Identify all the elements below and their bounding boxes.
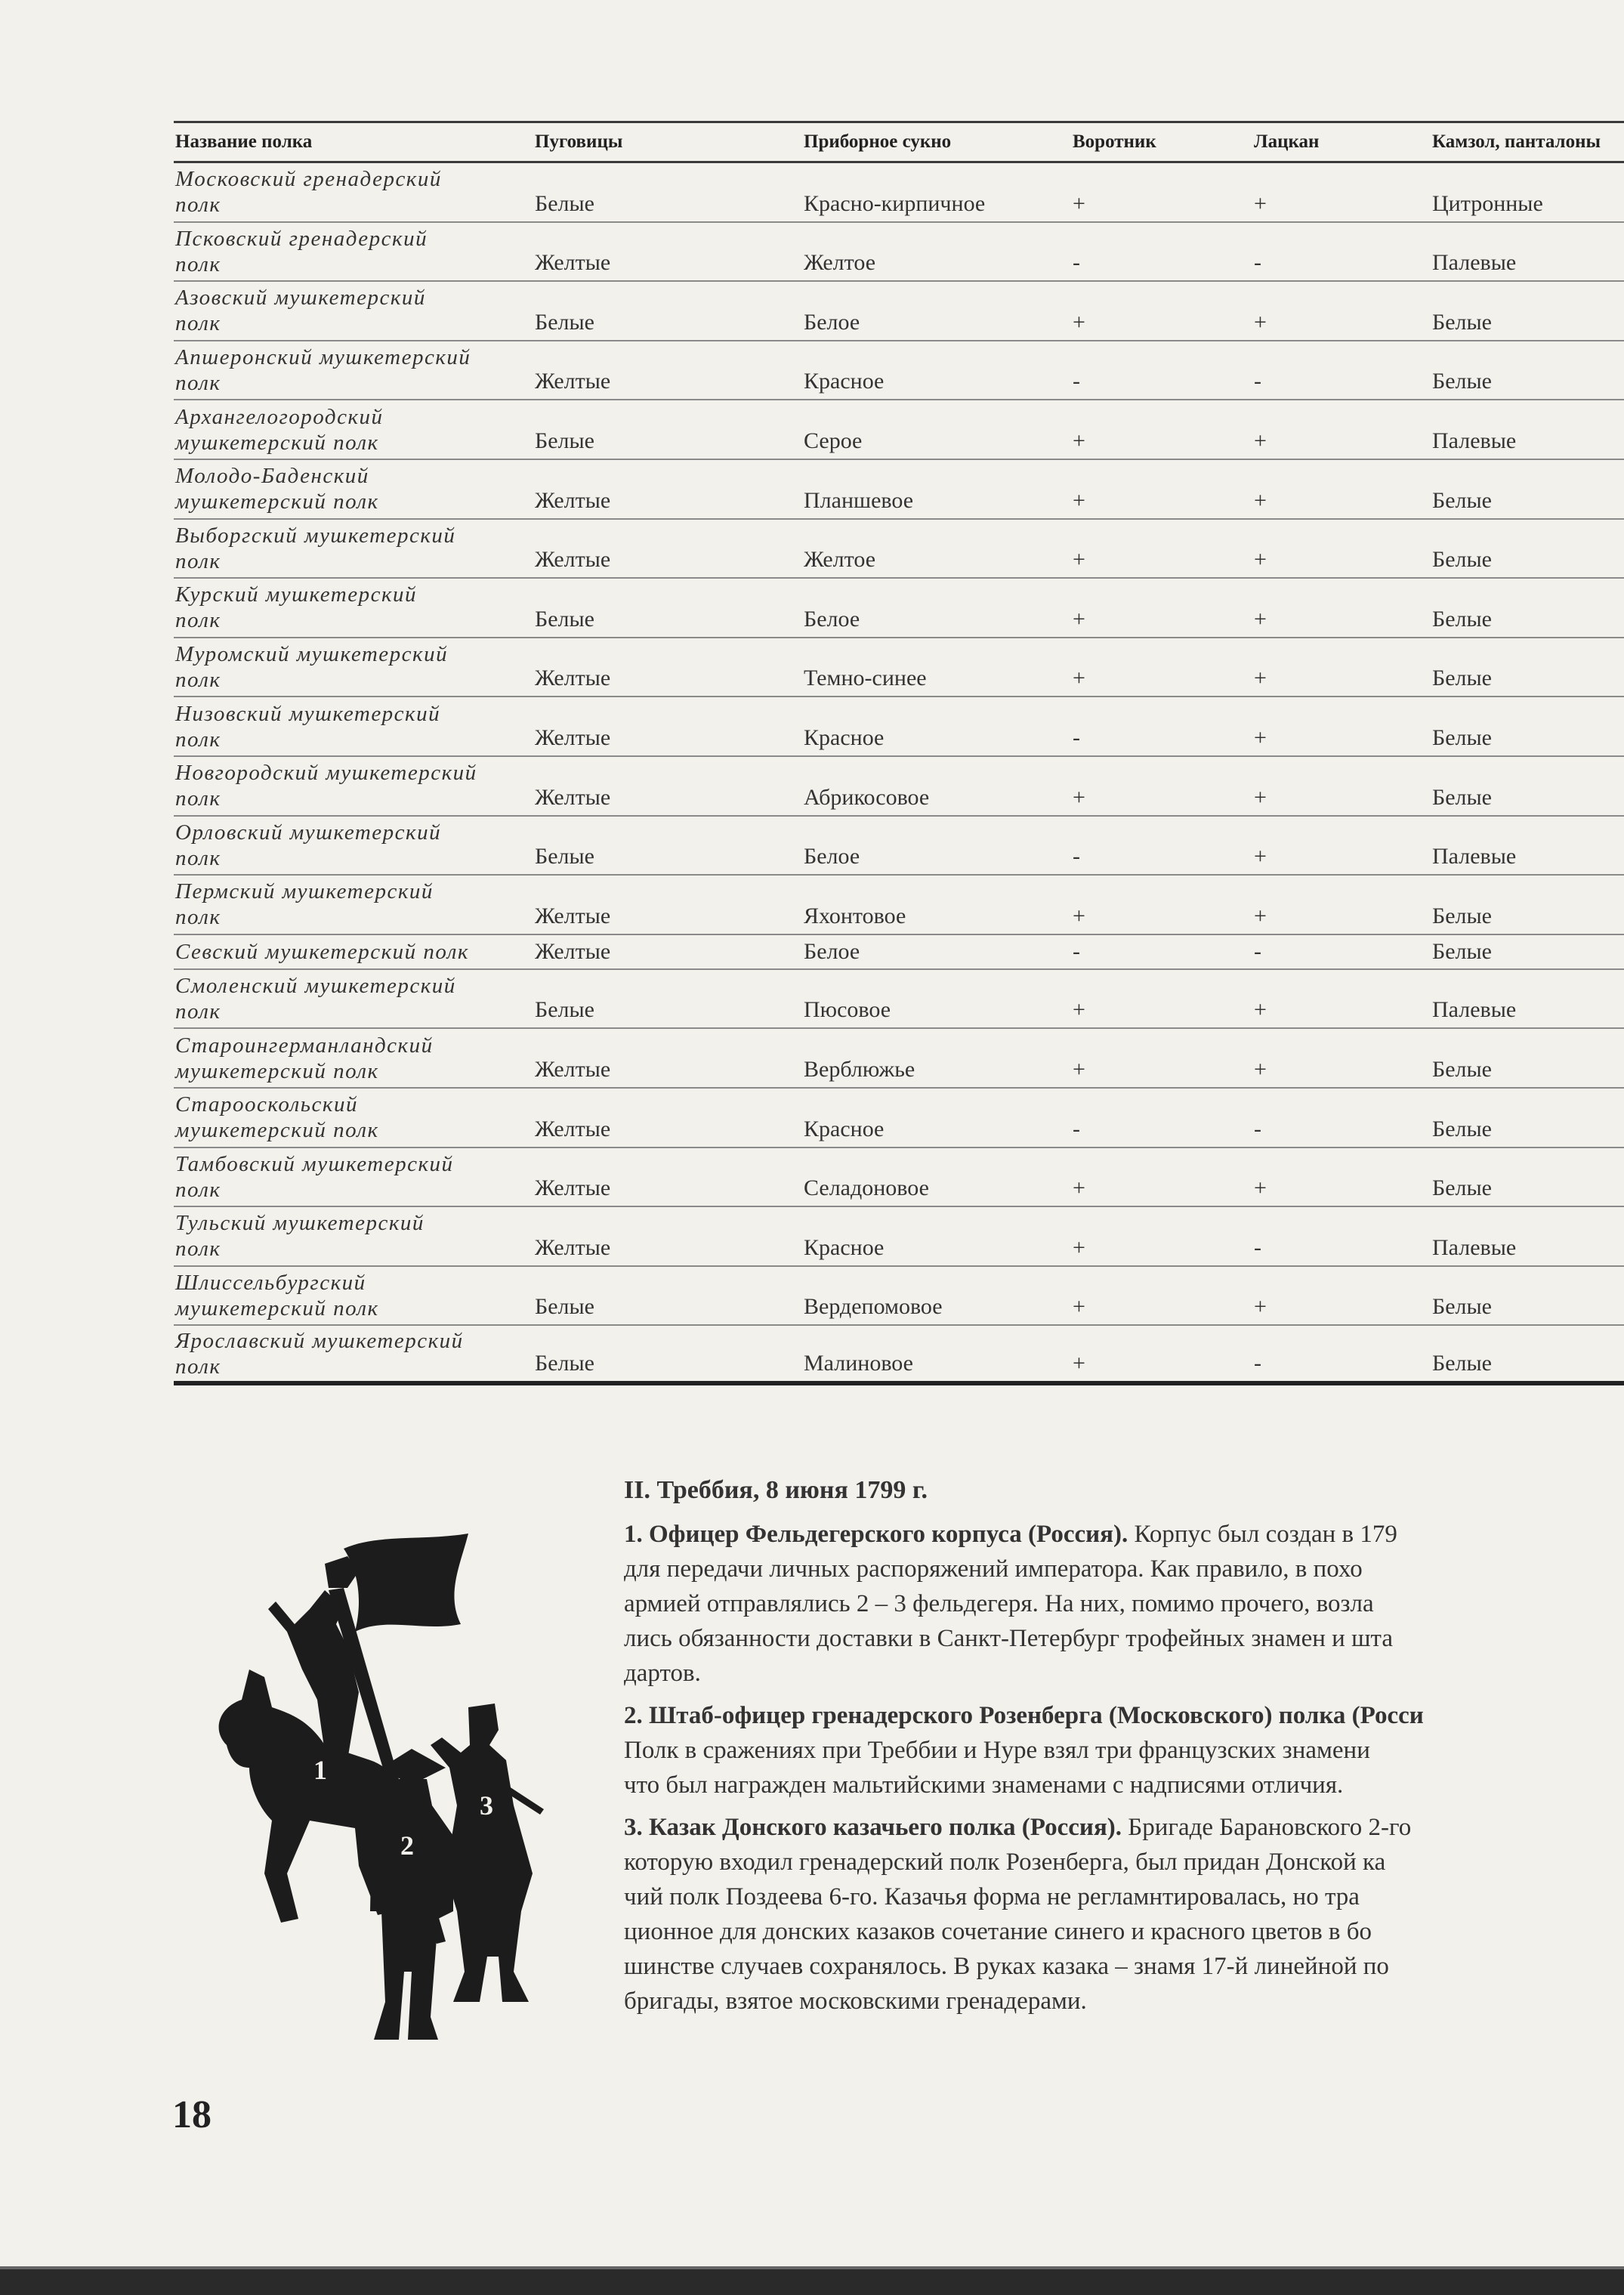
table-row (174, 460, 1624, 520)
regiment-name-line: полк (175, 845, 221, 870)
vest-cell: Белые (1432, 1116, 1492, 1141)
regiment-name-line: мушкетерский полк (175, 430, 379, 455)
paragraph-line: чий полк Поздеева 6-го. Казачья форма не регламнтировалась, но тра (624, 1883, 1360, 1910)
regiment-name-line: Новгородский мушкетерский (175, 761, 477, 786)
cloth-cell: Красно-кирпичное (804, 190, 986, 216)
regiment-name-cell (174, 285, 535, 336)
vest-cell: Белые (1432, 1350, 1492, 1376)
paragraph-lead: 1. Офицер Фельдегерского корпуса (Россия). (624, 1521, 1128, 1548)
regiment-name-line: Старооскольский (175, 1092, 358, 1117)
lapel-cell: + (1254, 1294, 1267, 1320)
paragraph-lead: 3. Казак Донского казачьего полка (Россия). (624, 1814, 1122, 1841)
cloth-cell: Пюсовое (804, 997, 891, 1023)
paragraph-text: Бригаде Барановского 2-го (1122, 1814, 1412, 1841)
regiment-name-cell (174, 760, 535, 811)
table-row (174, 282, 1624, 341)
buttons-cell: Желтые (535, 784, 611, 810)
regiments-table (174, 121, 1624, 1385)
lapel-cell: + (1254, 997, 1267, 1023)
regiment-name-line: мушкетерский полк (175, 1296, 379, 1320)
paragraph-1 (624, 1517, 1624, 1691)
cloth-cell: Красное (804, 1116, 885, 1141)
lapel-cell: + (1254, 190, 1267, 216)
lapel-cell: + (1254, 309, 1267, 335)
paragraph-line: армией отправлялись 2 – 3 фельдегеря. На них, помимо прочего, возла (624, 1590, 1374, 1617)
cloth-cell: Планшевое (804, 487, 914, 513)
regiment-name-line: Тульский мушкетерский (175, 1211, 425, 1236)
buttons-cell: Белые (535, 190, 594, 216)
paragraph-3 (624, 1810, 1624, 2019)
regiment-name-line: полк (175, 548, 221, 573)
lapel-cell: + (1254, 487, 1267, 513)
lapel-cell: + (1254, 724, 1267, 750)
paragraph-line: что был награжден мальтийскими знаменами с надписями отличия. (624, 1771, 1344, 1799)
collar-cell: + (1073, 666, 1085, 691)
table-body (174, 163, 1624, 1385)
regiment-name-line: полк (175, 608, 221, 633)
cloth-cell: Белое (804, 606, 860, 632)
vest-cell: Палевые (1432, 1234, 1517, 1260)
buttons-cell: Белые (535, 309, 594, 335)
table-row (174, 163, 1624, 223)
lapel-cell: - (1254, 938, 1261, 964)
lapel-cell: - (1254, 369, 1261, 394)
regiment-name-line: Молодо-Баденский (175, 464, 369, 489)
paragraph-line (624, 1698, 1624, 1733)
collar-cell: + (1073, 487, 1085, 513)
collar-cell: + (1073, 547, 1085, 573)
paragraph-line (624, 1517, 1624, 1552)
regiment-name-line: полк (175, 252, 221, 276)
collar-cell: + (1073, 190, 1085, 216)
regiment-name-line: полк (175, 193, 221, 218)
paragraph-line: шинстве случаев сохранялось. В руках казака – знамя 17-й линейной по (624, 1953, 1389, 1980)
regiment-name-cell (174, 404, 535, 456)
buttons-cell: Белые (535, 428, 594, 453)
regiment-name-cell (174, 820, 535, 871)
vest-cell: Белые (1432, 547, 1492, 573)
cloth-cell: Абрикосовое (804, 784, 930, 810)
vest-cell: Белые (1432, 1056, 1492, 1082)
regiment-name-line: Низовский мушкетерский (175, 701, 441, 726)
buttons-cell: Белые (535, 844, 594, 870)
vest-cell: Белые (1432, 784, 1492, 810)
regiment-name-cell (174, 641, 535, 693)
regiment-name-line: Тамбовский мушкетерский (175, 1151, 454, 1176)
header-collar: Воротник (1073, 131, 1156, 152)
cloth-cell: Белое (804, 309, 860, 335)
cloth-cell: Желтое (804, 250, 876, 276)
commentary-text (624, 1473, 1624, 2026)
vest-cell: Белые (1432, 938, 1492, 964)
section-title: II. Треббия, 8 июня 1799 г. (624, 1476, 928, 1504)
cloth-cell: Верблюжье (804, 1056, 915, 1082)
table-row (174, 757, 1624, 817)
regiment-name-cell (174, 523, 535, 574)
regiment-name-line: полк (175, 1354, 221, 1379)
regiment-name-line: Курский мушкетерский (175, 582, 418, 607)
lapel-cell: + (1254, 1056, 1267, 1082)
regiment-name-cell (174, 939, 535, 965)
regiment-name-cell (174, 1270, 535, 1321)
vest-cell: Белые (1432, 666, 1492, 691)
table-row (174, 1267, 1624, 1327)
lapel-cell: + (1254, 1175, 1267, 1201)
header-cloth: Приборное сукно (804, 131, 952, 152)
buttons-cell: Желтые (535, 487, 611, 513)
collar-cell: - (1073, 724, 1080, 750)
regiment-name-line: Муромский мушкетерский (175, 642, 449, 667)
buttons-cell: Белые (535, 1350, 594, 1376)
regiment-name-line: Архангелогородский (175, 404, 384, 429)
lapel-cell: + (1254, 903, 1267, 928)
regiment-name-line: Ярославский мушкетерский (175, 1328, 464, 1353)
regiment-name-line: Орловский мушкетерский (175, 820, 442, 845)
regiment-name-line: Смоленский мушкетерский (175, 974, 456, 999)
lapel-cell: - (1254, 250, 1261, 276)
regiment-name-cell (174, 1328, 535, 1379)
buttons-cell: Желтые (535, 938, 611, 964)
regiment-name-line: полк (175, 786, 221, 811)
buttons-cell: Желтые (535, 250, 611, 276)
buttons-cell: Желтые (535, 724, 611, 750)
buttons-cell: Желтые (535, 1056, 611, 1082)
regiment-name-line: полк (175, 1237, 221, 1262)
regiment-name-cell (174, 463, 535, 514)
vest-cell: Белые (1432, 724, 1492, 750)
cloth-cell: Красное (804, 1234, 885, 1260)
collar-cell: - (1073, 250, 1080, 276)
lapel-cell: + (1254, 547, 1267, 573)
buttons-cell: Желтые (535, 903, 611, 928)
paragraph-2 (624, 1698, 1624, 1802)
figure-label-1: 1 (313, 1755, 327, 1785)
table-row (174, 400, 1624, 460)
regiment-name-line: Псковский гренадерский (175, 226, 428, 251)
vest-cell: Палевые (1432, 844, 1517, 870)
table-row (174, 638, 1624, 698)
lapel-cell: - (1254, 1350, 1261, 1376)
lapel-cell: + (1254, 428, 1267, 453)
table-row (174, 1207, 1624, 1267)
regiment-name-cell (174, 1151, 535, 1203)
regiment-name-line: мушкетерский полк (175, 490, 379, 514)
regiment-name-line: Староингерманландский (175, 1033, 434, 1058)
table-row (174, 697, 1624, 757)
buttons-cell: Желтые (535, 1175, 611, 1201)
collar-cell: - (1073, 1116, 1080, 1141)
regiment-name-line: полк (175, 311, 221, 336)
regiment-name-cell (174, 344, 535, 396)
vest-cell: Белые (1432, 903, 1492, 928)
cloth-cell: Серое (804, 428, 863, 453)
header-lapel: Лацкан (1254, 131, 1320, 152)
regiment-name-line: Московский гренадерский (175, 167, 442, 192)
cloth-cell: Красное (804, 369, 885, 394)
lapel-cell: + (1254, 666, 1267, 691)
lapel-cell: - (1254, 1234, 1261, 1260)
header-regiment: Название полка (175, 131, 313, 152)
vest-cell: Белые (1432, 487, 1492, 513)
soldiers-silhouette (196, 1518, 589, 2062)
regiment-name-cell (174, 226, 535, 277)
collar-cell: + (1073, 1294, 1085, 1320)
regiment-name-line: полк (175, 727, 221, 752)
paragraph-lead: 2. Штаб-офицер гренадерского Розенберга (Московского) полка (Росси (624, 1702, 1424, 1729)
regiment-name-cell (174, 701, 535, 752)
collar-cell: - (1073, 844, 1080, 870)
paragraph-line: бригады, взятое московскими гренадерами. (624, 1988, 1087, 2015)
cloth-cell: Яхонтовое (804, 903, 906, 928)
header-vest: Камзол, панталоны (1432, 131, 1601, 152)
table-row (174, 1089, 1624, 1148)
regiment-name-line: Севский мушкетерский полк (175, 939, 469, 964)
collar-cell: - (1073, 369, 1080, 394)
cloth-cell: Белое (804, 844, 860, 870)
collar-cell: + (1073, 1175, 1085, 1201)
table-header (174, 121, 1624, 163)
buttons-cell: Белые (535, 606, 594, 632)
paragraphs (624, 1517, 1624, 2019)
regiment-name-cell (174, 879, 535, 930)
paragraph-line: ционное для донских казаков сочетание синего и красного цветов в бо (624, 1918, 1372, 1945)
paragraph-line: дартов. (624, 1660, 701, 1687)
figure-label-2: 2 (400, 1830, 414, 1861)
regiment-name-cell (174, 1210, 535, 1262)
lapel-cell: + (1254, 844, 1267, 870)
figure-label-3: 3 (480, 1790, 493, 1821)
regiment-name-line: полк (175, 371, 221, 396)
cloth-cell: Красное (804, 724, 885, 750)
cloth-cell: Желтое (804, 547, 876, 573)
table-row (174, 223, 1624, 283)
collar-cell: + (1073, 784, 1085, 810)
lapel-cell: - (1254, 1116, 1261, 1141)
table-row (174, 1029, 1624, 1089)
vest-cell: Цитронные (1432, 190, 1543, 216)
buttons-cell: Желтые (535, 1234, 611, 1260)
regiment-name-line: полк (175, 668, 221, 693)
regiment-name-cell (174, 1033, 535, 1084)
regiment-name-cell (174, 582, 535, 633)
lapel-cell: + (1254, 784, 1267, 810)
regiment-name-line: полк (175, 999, 221, 1024)
buttons-cell: Желтые (535, 547, 611, 573)
regiment-name-line: полк (175, 905, 221, 930)
table-row (174, 1326, 1624, 1385)
buttons-cell: Белые (535, 1294, 594, 1320)
buttons-cell: Желтые (535, 369, 611, 394)
table-row (174, 817, 1624, 876)
vest-cell: Палевые (1432, 250, 1517, 276)
regiment-name-line: Апшеронский мушкетерский (175, 345, 471, 370)
paragraph-line (624, 1810, 1624, 1845)
vest-cell: Белые (1432, 1175, 1492, 1201)
buttons-cell: Желтые (535, 1116, 611, 1141)
regiment-name-line: Азовский мушкетерский (175, 286, 426, 310)
regiment-name-line: мушкетерский полк (175, 1118, 379, 1143)
cloth-cell: Селадоновое (804, 1175, 929, 1201)
vest-cell: Палевые (1432, 997, 1517, 1023)
table-row (174, 520, 1624, 579)
cloth-cell: Вердепомовое (804, 1294, 943, 1320)
cloth-cell: Темно-синее (804, 666, 927, 691)
cloth-cell: Малиновое (804, 1350, 913, 1376)
regiment-name-line: Выборгский мушкетерский (175, 523, 456, 548)
collar-cell: + (1073, 1234, 1085, 1260)
paragraph-line: для передачи личных распоряжений императора. Как правило, в похо (624, 1555, 1363, 1583)
cloth-cell: Белое (804, 938, 860, 964)
regiment-name-cell (174, 973, 535, 1024)
collar-cell: + (1073, 903, 1085, 928)
regiment-name-line: Пермский мушкетерский (175, 879, 434, 904)
regiment-name-line: мушкетерский полк (175, 1058, 379, 1083)
page-number: 18 (172, 2093, 211, 2136)
table-row (174, 876, 1624, 935)
collar-cell: + (1073, 606, 1085, 632)
lapel-cell: + (1254, 606, 1267, 632)
regiment-name-line: Шлиссельбургский (175, 1270, 366, 1295)
collar-cell: + (1073, 1350, 1085, 1376)
regiment-name-cell (174, 166, 535, 218)
buttons-cell: Белые (535, 997, 594, 1023)
paragraph-text: Корпус был создан в 179 (1128, 1521, 1397, 1548)
table-row (174, 970, 1624, 1030)
paragraph-line: Полк в сражениях при Треббии и Нуре взял три французских знамени (624, 1737, 1370, 1764)
page-bottom-edge (0, 2269, 1624, 2295)
vest-cell: Палевые (1432, 428, 1517, 453)
collar-cell: + (1073, 997, 1085, 1023)
collar-cell: + (1073, 309, 1085, 335)
vest-cell: Белые (1432, 606, 1492, 632)
table-row (174, 341, 1624, 401)
buttons-cell: Желтые (535, 666, 611, 691)
regiment-name-cell (174, 1092, 535, 1143)
collar-cell: - (1073, 938, 1080, 964)
table-row (174, 579, 1624, 638)
collar-cell: + (1073, 1056, 1085, 1082)
paragraph-line: которую входил гренадерский полк Розенберга, был придан Донской ка (624, 1849, 1386, 1876)
header-buttons: Пуговицы (535, 131, 623, 152)
table-row (174, 935, 1624, 970)
regiment-name-line: полк (175, 1177, 221, 1202)
vest-cell: Белые (1432, 1294, 1492, 1320)
paragraph-line: лись обязанности доставки в Санкт-Петербург трофейных знамен и шта (624, 1625, 1393, 1652)
table-row (174, 1148, 1624, 1208)
vest-cell: Белые (1432, 369, 1492, 394)
vest-cell: Белые (1432, 309, 1492, 335)
collar-cell: + (1073, 428, 1085, 453)
